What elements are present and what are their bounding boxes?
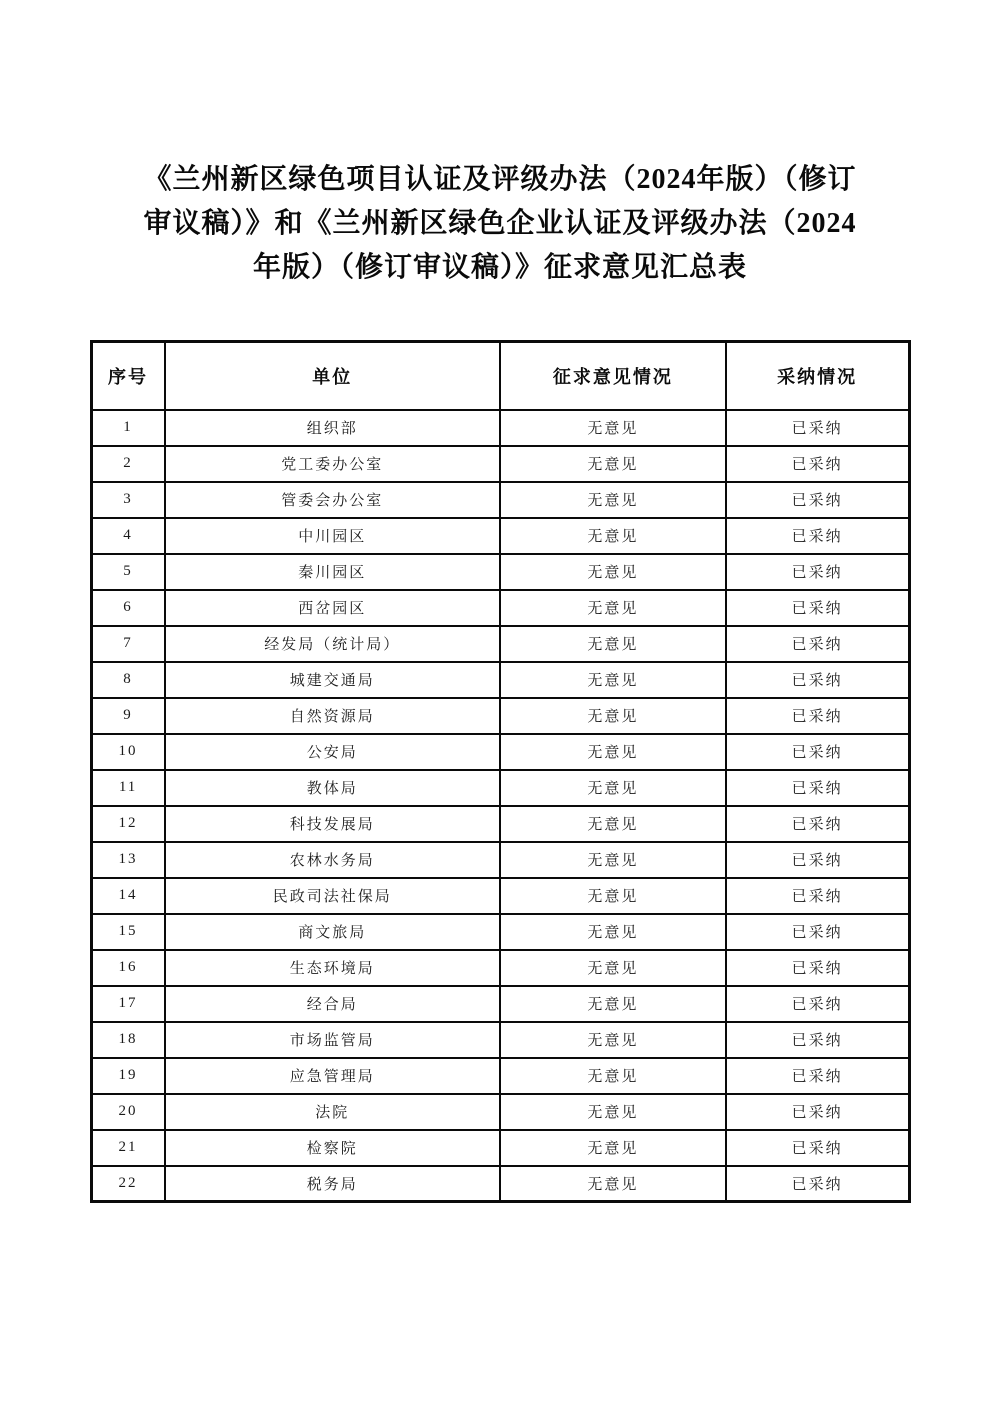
unit-cell: 市场监管局 <box>165 1022 500 1058</box>
opinion-status-cell: 无意见 <box>500 842 726 878</box>
opinion-status-cell: 无意见 <box>500 482 726 518</box>
table-row <box>91 950 909 986</box>
header-unit: 单位 <box>165 342 500 410</box>
serial-number-cell: 7 <box>91 626 165 662</box>
serial-number-cell: 10 <box>91 734 165 770</box>
serial-number-cell: 19 <box>91 1058 165 1094</box>
adoption-status-cell: 已采纳 <box>726 950 909 986</box>
serial-number-cell: 22 <box>91 1166 165 1202</box>
unit-cell: 生态环境局 <box>165 950 500 986</box>
unit-cell: 城建交通局 <box>165 662 500 698</box>
table-row <box>91 446 909 482</box>
serial-number-cell: 6 <box>91 590 165 626</box>
adoption-status-cell: 已采纳 <box>726 446 909 482</box>
unit-cell: 民政司法社保局 <box>165 878 500 914</box>
unit-cell: 经合局 <box>165 986 500 1022</box>
unit-cell: 管委会办公室 <box>165 482 500 518</box>
table-row <box>91 626 909 662</box>
opinion-status-cell: 无意见 <box>500 770 726 806</box>
adoption-status-cell: 已采纳 <box>726 842 909 878</box>
serial-number-cell: 17 <box>91 986 165 1022</box>
opinion-status-cell: 无意见 <box>500 950 726 986</box>
table-row <box>91 842 909 878</box>
header-serial-number: 序号 <box>91 342 165 410</box>
adoption-status-cell: 已采纳 <box>726 806 909 842</box>
serial-number-cell: 1 <box>91 410 165 446</box>
table-row <box>91 662 909 698</box>
adoption-status-cell: 已采纳 <box>726 734 909 770</box>
page-title-line-1: 《兰州新区绿色项目认证及评级办法（2024年版）（修订 <box>143 164 857 195</box>
table-row <box>91 590 909 626</box>
opinion-status-cell: 无意见 <box>500 446 726 482</box>
serial-number-cell: 11 <box>91 770 165 806</box>
opinion-status-cell: 无意见 <box>500 554 726 590</box>
opinion-status-cell: 无意见 <box>500 878 726 914</box>
opinion-status-cell: 无意见 <box>500 518 726 554</box>
table-row <box>91 1022 909 1058</box>
opinion-status-cell: 无意见 <box>500 410 726 446</box>
header-adoption-status: 采纳情况 <box>726 342 909 410</box>
page-title-line-2: 审议稿）》和《兰州新区绿色企业认证及评级办法（2024 <box>143 208 857 239</box>
unit-cell: 秦川园区 <box>165 554 500 590</box>
unit-cell: 农林水务局 <box>165 842 500 878</box>
serial-number-cell: 13 <box>91 842 165 878</box>
table-row <box>91 1058 909 1094</box>
table-row <box>91 806 909 842</box>
table-row <box>91 1130 909 1166</box>
unit-cell: 应急管理局 <box>165 1058 500 1094</box>
opinion-status-cell: 无意见 <box>500 590 726 626</box>
opinion-status-cell: 无意见 <box>500 986 726 1022</box>
serial-number-cell: 12 <box>91 806 165 842</box>
unit-cell: 公安局 <box>165 734 500 770</box>
unit-cell: 法院 <box>165 1094 500 1130</box>
unit-cell: 西岔园区 <box>165 590 500 626</box>
opinion-status-cell: 无意见 <box>500 1022 726 1058</box>
serial-number-cell: 4 <box>91 518 165 554</box>
table-row <box>91 554 909 590</box>
unit-cell: 教体局 <box>165 770 500 806</box>
unit-cell: 商文旅局 <box>165 914 500 950</box>
table-row <box>91 518 909 554</box>
serial-number-cell: 5 <box>91 554 165 590</box>
adoption-status-cell: 已采纳 <box>726 1058 909 1094</box>
adoption-status-cell: 已采纳 <box>726 662 909 698</box>
table-row <box>91 986 909 1022</box>
serial-number-cell: 20 <box>91 1094 165 1130</box>
opinion-status-cell: 无意见 <box>500 1058 726 1094</box>
serial-number-cell: 8 <box>91 662 165 698</box>
table-row <box>91 410 909 446</box>
adoption-status-cell: 已采纳 <box>726 1094 909 1130</box>
table-row <box>91 734 909 770</box>
table-row <box>91 1094 909 1130</box>
unit-cell: 组织部 <box>165 410 500 446</box>
comment-summary-table <box>90 340 911 1203</box>
adoption-status-cell: 已采纳 <box>726 914 909 950</box>
adoption-status-cell: 已采纳 <box>726 1022 909 1058</box>
serial-number-cell: 9 <box>91 698 165 734</box>
serial-number-cell: 18 <box>91 1022 165 1058</box>
opinion-status-cell: 无意见 <box>500 806 726 842</box>
header-opinion-status: 征求意见情况 <box>500 342 726 410</box>
table-row <box>91 914 909 950</box>
adoption-status-cell: 已采纳 <box>726 518 909 554</box>
adoption-status-cell: 已采纳 <box>726 986 909 1022</box>
adoption-status-cell: 已采纳 <box>726 482 909 518</box>
opinion-status-cell: 无意见 <box>500 914 726 950</box>
opinion-status-cell: 无意见 <box>500 1166 726 1202</box>
table-row <box>91 482 909 518</box>
table-body <box>91 410 909 1202</box>
opinion-status-cell: 无意见 <box>500 734 726 770</box>
adoption-status-cell: 已采纳 <box>726 878 909 914</box>
serial-number-cell: 15 <box>91 914 165 950</box>
adoption-status-cell: 已采纳 <box>726 410 909 446</box>
opinion-status-cell: 无意见 <box>500 1094 726 1130</box>
adoption-status-cell: 已采纳 <box>726 1130 909 1166</box>
adoption-status-cell: 已采纳 <box>726 1166 909 1202</box>
unit-cell: 税务局 <box>165 1166 500 1202</box>
table-row <box>91 878 909 914</box>
unit-cell: 自然资源局 <box>165 698 500 734</box>
adoption-status-cell: 已采纳 <box>726 590 909 626</box>
serial-number-cell: 14 <box>91 878 165 914</box>
unit-cell: 中川园区 <box>165 518 500 554</box>
page-title-line-3: 年版）（修订审议稿）》征求意见汇总表 <box>252 252 747 283</box>
table-row <box>91 1166 909 1202</box>
adoption-status-cell: 已采纳 <box>726 626 909 662</box>
opinion-status-cell: 无意见 <box>500 626 726 662</box>
opinion-status-cell: 无意见 <box>500 662 726 698</box>
page-title <box>0 158 1000 290</box>
adoption-status-cell: 已采纳 <box>726 554 909 590</box>
opinion-status-cell: 无意见 <box>500 1130 726 1166</box>
serial-number-cell: 21 <box>91 1130 165 1166</box>
table-header-row <box>91 342 909 410</box>
unit-cell: 经发局（统计局） <box>165 626 500 662</box>
serial-number-cell: 2 <box>91 446 165 482</box>
serial-number-cell: 16 <box>91 950 165 986</box>
adoption-status-cell: 已采纳 <box>726 770 909 806</box>
opinion-status-cell: 无意见 <box>500 698 726 734</box>
adoption-status-cell: 已采纳 <box>726 698 909 734</box>
table-row <box>91 698 909 734</box>
table-row <box>91 770 909 806</box>
unit-cell: 检察院 <box>165 1130 500 1166</box>
unit-cell: 党工委办公室 <box>165 446 500 482</box>
serial-number-cell: 3 <box>91 482 165 518</box>
unit-cell: 科技发展局 <box>165 806 500 842</box>
